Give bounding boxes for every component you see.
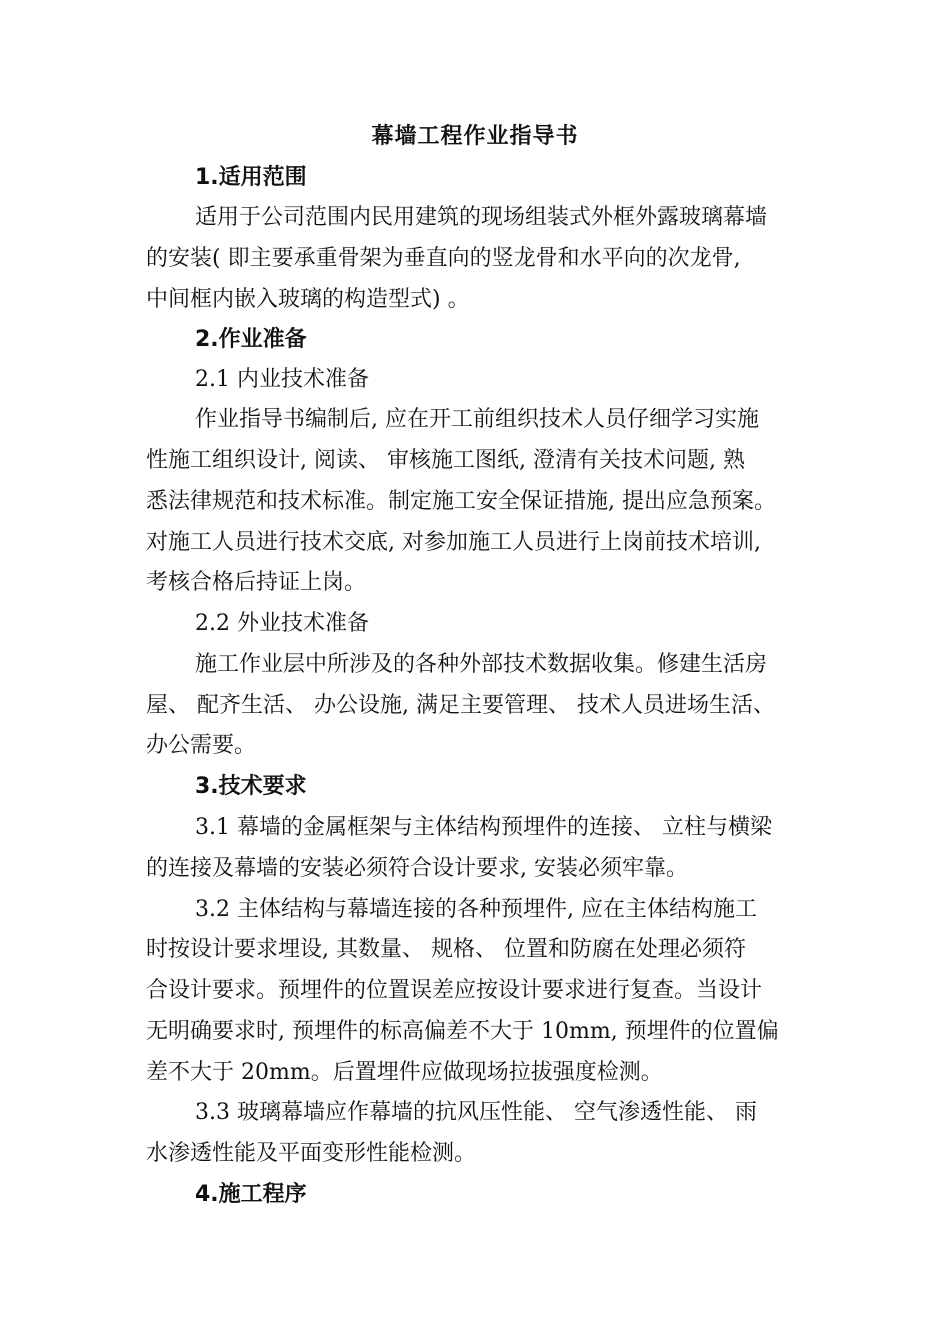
paragraph-line: 中间框内嵌入玻璃的构造型式) 。 [146,287,470,312]
paragraph-line: 合设计要求。预埋件的位置误差应按设计要求进行复查。当设计 [146,978,763,1003]
paragraph-line: 3.3 玻璃幕墙应作幕墙的抗风压性能、 空气渗透性能、 雨 [195,1100,757,1125]
paragraph-line: 施工作业层中所涉及的各种外部技术数据收集。修建生活房 [195,652,768,677]
paragraph-line: 屋、 配齐生活、 办公设施, 满足主要管理、 技术人员进场生活、 [146,693,775,718]
paragraph-line: 考核合格后持证上岗。 [146,570,367,595]
subsection-heading: 2.2 外业技术准备 [195,611,369,636]
document-title: 幕墙工程作业指导书 [371,124,579,149]
paragraph-line: 办公需要。 [146,733,257,758]
paragraph-line: 3.2 主体结构与幕墙连接的各种预埋件, 应在主体结构施工 [195,897,757,922]
paragraph-line: 的安装( 即主要承重骨架为垂直向的竖龙骨和水平向的次龙骨, [146,246,741,271]
paragraph-line: 悉法律规范和技术标准。制定施工安全保证措施, 提出应急预案。 [146,489,776,514]
paragraph-line: 3.1 幕墙的金属框架与主体结构预埋件的连接、 立柱与横梁 [195,815,772,840]
paragraph-line: 的连接及幕墙的安装必须符合设计要求, 安装必须牢靠。 [146,856,688,881]
section-heading-requirements: 3.技术要求 [195,774,307,799]
paragraph-line: 性施工组织设计, 阅读、 审核施工图纸, 澄清有关技术问题, 熟 [146,448,745,473]
paragraph-line: 对施工人员进行技术交底, 对参加施工人员进行上岗前技术培训, [146,530,761,555]
paragraph-line: 作业指导书编制后, 应在开工前组织技术人员仔细学习实施 [195,407,759,432]
paragraph-line: 适用于公司范围内民用建筑的现场组装式外框外露玻璃幕墙 [195,205,768,230]
paragraph-line: 差不大于 20mm。后置埋件应做现场拉拔强度检测。 [146,1060,663,1085]
paragraph-line: 时按设计要求埋设, 其数量、 规格、 位置和防腐在处理必须符 [146,937,746,962]
section-heading-procedure: 4.施工程序 [195,1182,307,1207]
section-heading-preparation: 2.作业准备 [195,327,307,352]
paragraph-line: 水渗透性能及平面变形性能检测。 [146,1141,477,1166]
paragraph-line: 无明确要求时, 预埋件的标高偏差不大于 10mm, 预埋件的位置偏 [146,1019,779,1044]
subsection-heading: 2.1 内业技术准备 [195,367,369,392]
section-heading-scope: 1.适用范围 [195,165,307,190]
